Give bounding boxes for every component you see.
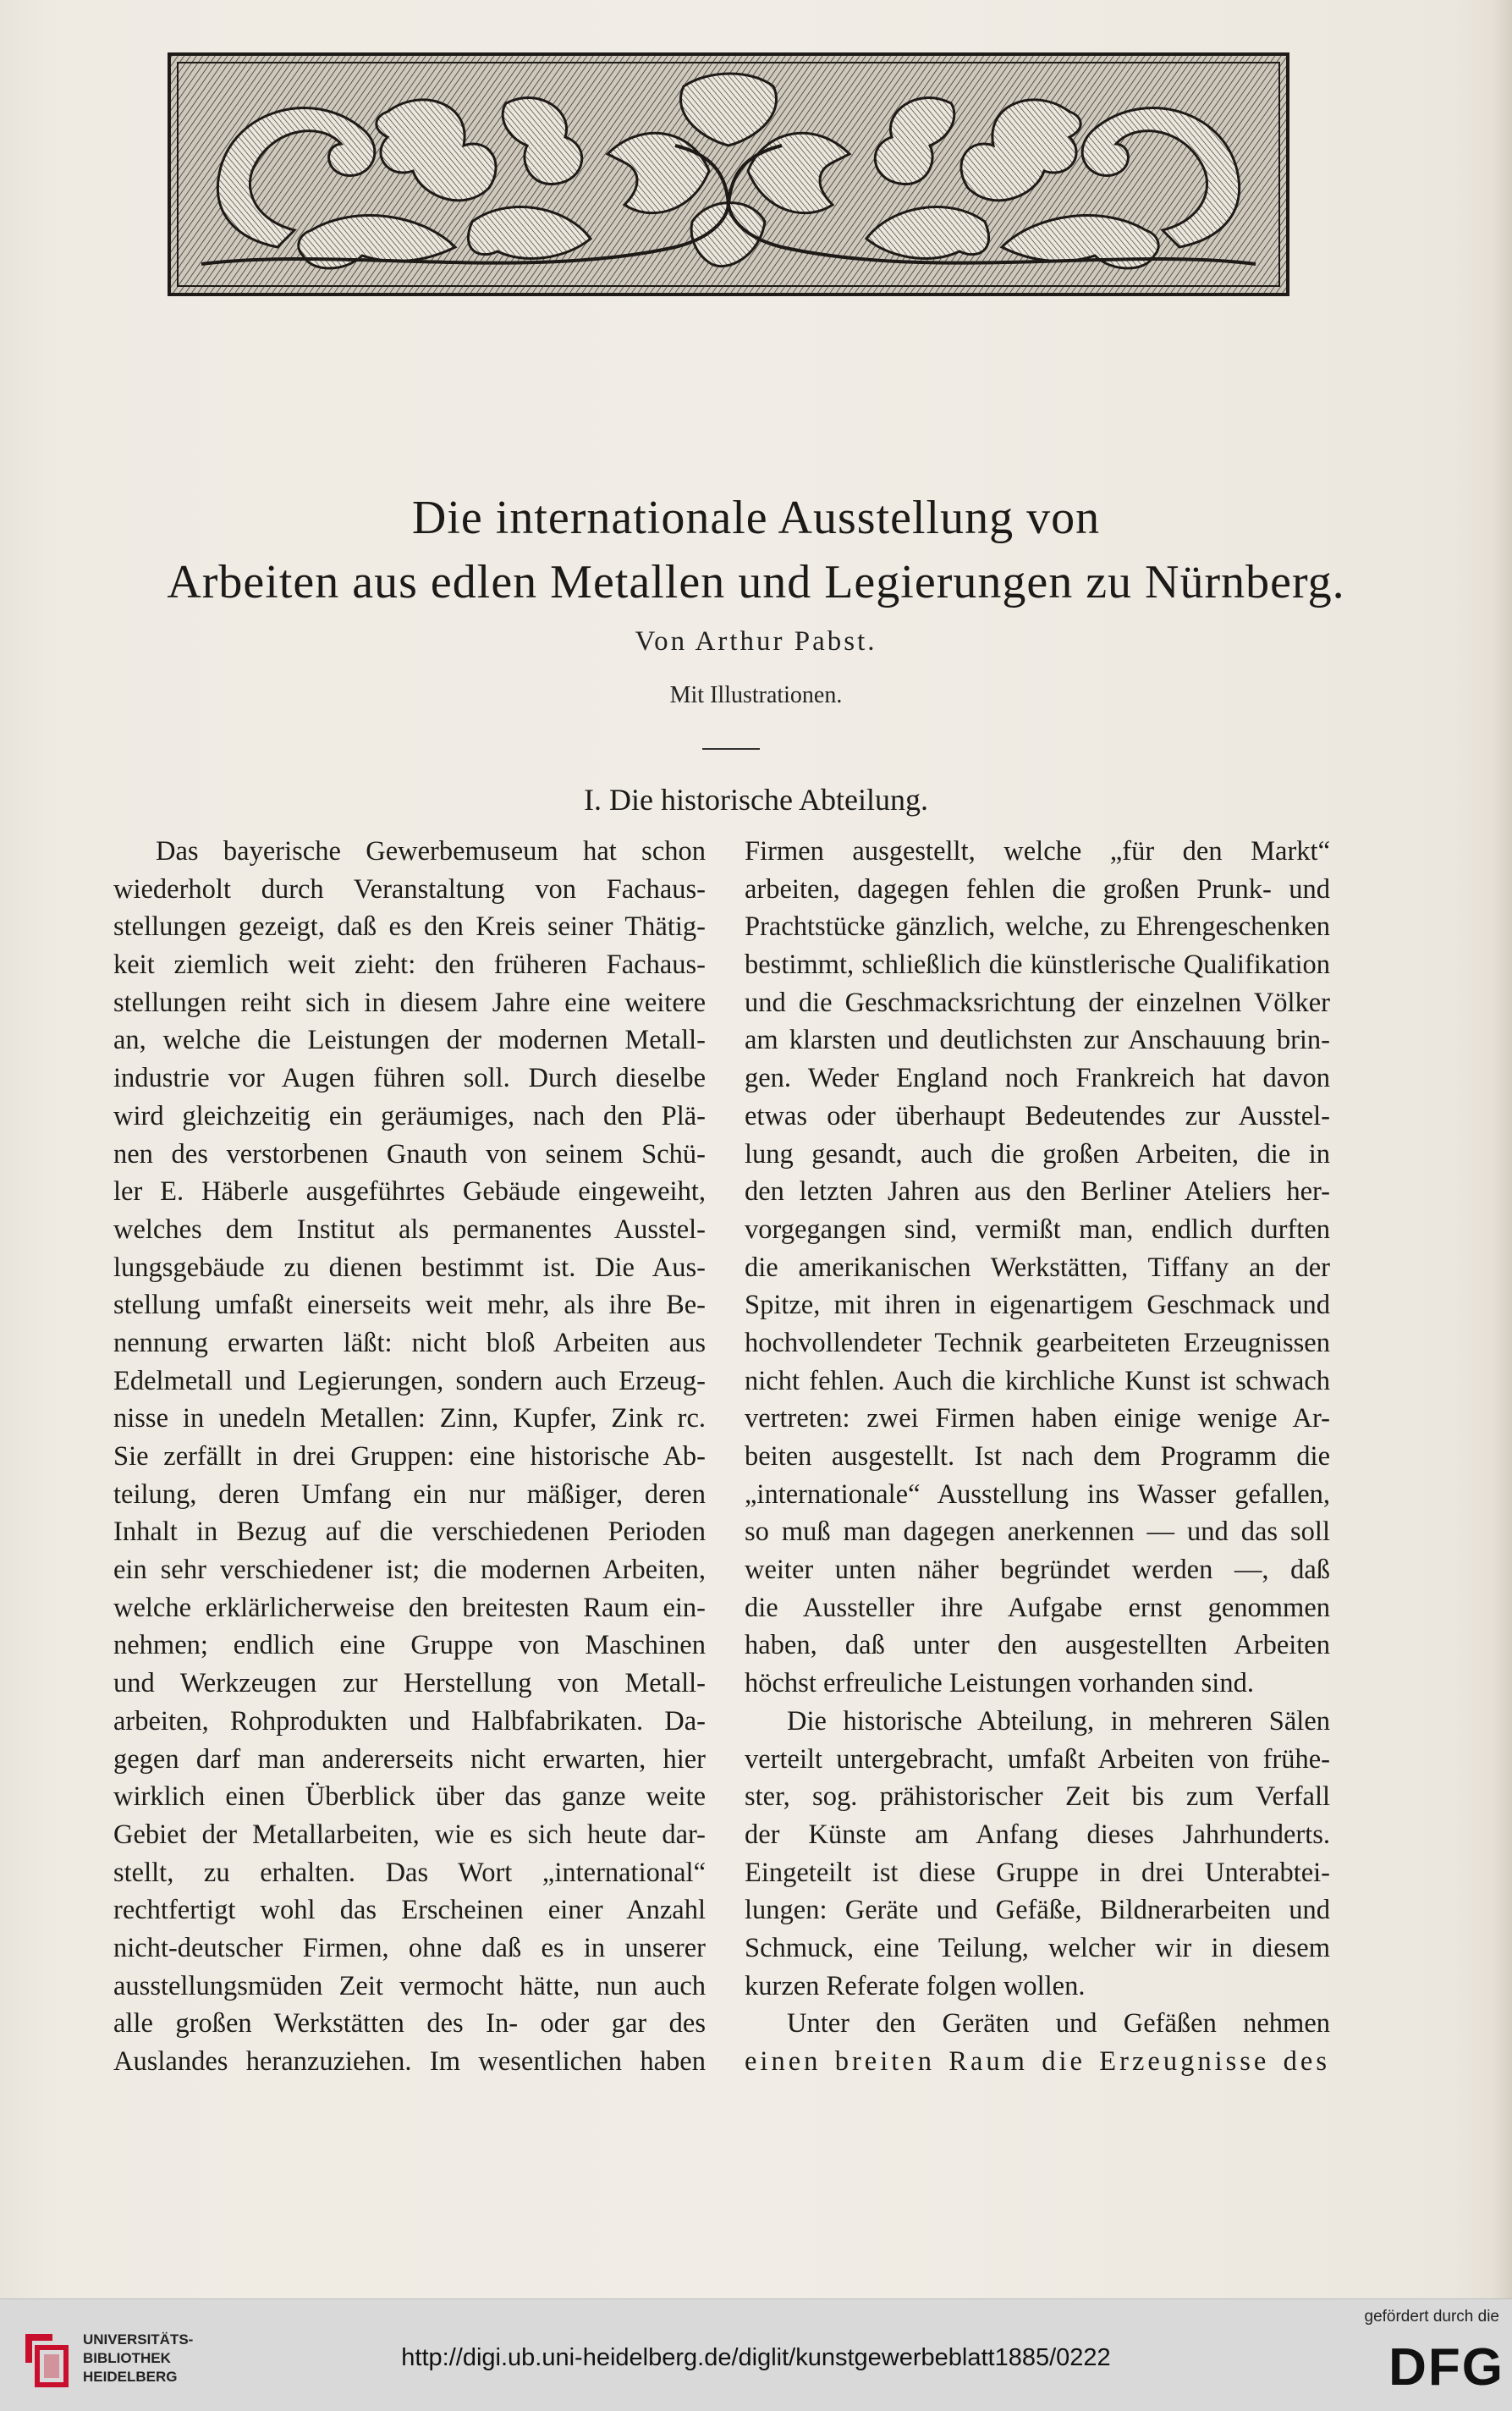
text-line: ster, sog. prähistorischer Zeit bis zum Verfall (745, 1781, 1330, 1813)
text-line: lung gesandt, auch die großen Arbeiten, die in (745, 1138, 1330, 1170)
text-line: Eingeteilt ist diese Gruppe in drei Unterabtei- (745, 1857, 1330, 1888)
text-line: die amerikanischen Werkstätten, Tiffany an der (745, 1252, 1330, 1283)
text-line: die Aussteller ihre Aufgabe ernst genommen (745, 1592, 1330, 1623)
text-line: stellt, zu erhalten. Das Wort „international“ (113, 1857, 706, 1888)
text-line: arbeiten, dagegen fehlen die großen Prunk- und (745, 873, 1330, 905)
sponsor-note: gefördert durch die (1364, 2308, 1499, 2326)
article-title-line-1: Die internationale Ausstellung von (411, 492, 1101, 544)
ornamental-header-engraving (168, 52, 1289, 296)
text-line: bestimmt, schließlich die künstlerische Qualifikation (745, 950, 1330, 981)
article-subnote: Mit Illustrationen. (669, 682, 843, 708)
library-name-line: UNIVERSITÄTS- (83, 2331, 194, 2348)
text-line: gen. Weder England noch Frankreich hat davon (745, 1063, 1330, 1094)
text-line: stellungen reiht sich in diesem Jahre eine weitere (113, 987, 706, 1018)
text-line: Prachtstücke gänzlich, welche, zu Ehrengeschenken (745, 911, 1330, 943)
text-line: beiten ausgestellt. Ist nach dem Programm die (745, 1441, 1330, 1472)
left-text-column (113, 833, 706, 2081)
text-line: und Werkzeugen zur Herstellung von Metall- (113, 1668, 706, 1699)
text-line: Firmen ausgestellt, welche „für den Markt“ (745, 836, 1330, 867)
text-line: Das bayerische Gewerbemuseum hat schon (156, 836, 706, 867)
text-line: vertreten: zwei Firmen haben einige wenige Ar- (745, 1403, 1330, 1434)
text-line: nicht-deutscher Firmen, ohne daß es in unserer (113, 1932, 706, 1963)
text-line: ler E. Häberle ausgeführtes Gebäude eingeweiht, (113, 1176, 706, 1208)
article-title-line-2: Arbeiten aus edlen Metallen und Legierungen zu Nürnberg. (167, 556, 1345, 608)
title-divider-rule (702, 748, 760, 750)
text-line: stellungen gezeigt, daß es den Kreis seiner Thätig- (113, 911, 706, 943)
text-line: nehmen; endlich eine Gruppe von Maschinen (113, 1630, 706, 1661)
text-line: Gebiet der Metallarbeiten, wie es sich heute dar- (113, 1819, 706, 1850)
text-line: wirklich einen Überblick über das ganze weite (113, 1781, 706, 1813)
text-line: weiter unten näher begründet werden —, daß (745, 1555, 1330, 1586)
text-line: Unter den Geräten und Gefäßen nehmen (787, 2008, 1330, 2039)
text-line: wiederholt durch Veranstaltung von Fachaus- (113, 873, 706, 905)
text-line: industrie vor Augen führen soll. Durch dieselbe (113, 1063, 706, 1094)
text-line: keit ziemlich weit zieht: den früheren Fachaus- (113, 950, 706, 981)
text-line: ausstellungsmüden Zeit vermocht hätte, nun auch (113, 1970, 706, 2001)
text-line: Schmuck, eine Teilung, welcher wir in diesem (745, 1932, 1330, 1963)
text-line: nicht fehlen. Auch die kirchliche Kunst ist schwach (745, 1365, 1330, 1396)
text-line: alle großen Werkstätten des In- oder gar des (113, 2008, 706, 2039)
text-line: vorgegangen sind, vermißt man, endlich durften (745, 1214, 1330, 1245)
library-name-line: HEIDELBERG (83, 2369, 178, 2385)
text-line: rechtfertigt wohl das Erscheinen einer Anzahl (113, 1895, 706, 1926)
text-line: den letzten Jahren aus den Berliner Ateliers her- (745, 1176, 1330, 1208)
text-line: nen des verstorbenen Gnauth von seinem Schü- (113, 1138, 706, 1170)
text-line: wird gleichzeitig ein geräumiges, nach den Plä- (113, 1100, 706, 1131)
text-line: einen breiten Raum die Erzeugnisse des (745, 2046, 1330, 2077)
text-line: Auslandes heranzuziehen. Im wesentlichen haben (113, 2046, 706, 2077)
source-url-link[interactable]: http://digi.ub.uni-heidelberg.de/diglit/kunstgewerbeblatt1885/0222 (401, 2344, 1111, 2371)
text-line: verteilt untergebracht, umfaßt Arbeiten von frühe- (745, 1743, 1330, 1775)
text-line: Inhalt in Bezug auf die verschiedenen Perioden (113, 1517, 706, 1548)
text-line: lungsgebäude zu dienen bestimmt ist. Die Aus- (113, 1252, 706, 1283)
article-byline: Von Arthur Pabst. (635, 626, 877, 657)
text-line: am klarsten und deutlichsten zur Anschauung brin- (745, 1025, 1330, 1056)
text-line: hochvollendeter Technik gearbeiteten Erzeugnissen (745, 1327, 1330, 1358)
page-edge-shadow (1493, 0, 1512, 2298)
text-line: welches dem Institut als permanentes Ausstel- (113, 1214, 706, 1245)
text-line: kurzen Referate folgen wollen. (745, 1970, 1086, 2001)
text-line: Edelmetall und Legierungen, sondern auch Erzeug- (113, 1365, 706, 1396)
dfg-logo[interactable]: DFG (1388, 2338, 1504, 2397)
text-line: arbeiten, Rohprodukten und Halbfabrikaten. Da- (113, 1705, 706, 1737)
text-line: nisse in unedeln Metallen: Zinn, Kupfer, Zink rc. (113, 1403, 706, 1434)
text-line: haben, daß unter den ausgestellten Arbeiten (745, 1630, 1330, 1661)
text-line: etwas oder überhaupt Bedeutendes zur Ausstel- (745, 1100, 1330, 1131)
text-line: nennung erwarten läßt: nicht bloß Arbeiten aus (113, 1327, 706, 1358)
text-line: Sie zerfällt in drei Gruppen: eine historische Ab- (113, 1441, 706, 1472)
text-line: stellung umfaßt einerseits weit mehr, als ihre Be- (113, 1290, 706, 1321)
text-line: höchst erfreuliche Leistungen vorhanden sind. (745, 1668, 1254, 1699)
text-line: Spitze, mit ihren in eigenartigem Geschmack und (745, 1290, 1330, 1321)
text-line: „internationale“ Ausstellung ins Wasser gefallen, (745, 1478, 1330, 1510)
text-line: Die historische Abteilung, in mehreren Sälen (787, 1705, 1330, 1737)
section-heading: I. Die historische Abteilung. (584, 783, 928, 817)
text-line: der Künste am Anfang dieses Jahrhunderts. (745, 1819, 1330, 1850)
library-name-line: BIBLIOTHEK (83, 2350, 171, 2366)
text-line: lungen: Geräte und Gefäße, Bildnerarbeiten und (745, 1895, 1330, 1926)
text-line: teilung, deren Umfang ein nur mäßiger, deren (113, 1478, 706, 1510)
text-line: und die Geschmacksrichtung der einzelnen Völker (745, 987, 1330, 1018)
text-line: ein sehr verschiedener ist; die modernen Arbeiten, (113, 1555, 706, 1586)
text-line: gegen darf man andererseits nicht erwarten, hier (113, 1743, 706, 1775)
right-text-column (745, 833, 1330, 2081)
text-line: an, welche die Leistungen der modernen Metall- (113, 1025, 706, 1056)
text-line: welche erklärlicherweise den breitesten Raum ein- (113, 1592, 706, 1623)
text-line: so muß man dagegen anerkennen — und das soll (745, 1517, 1330, 1548)
